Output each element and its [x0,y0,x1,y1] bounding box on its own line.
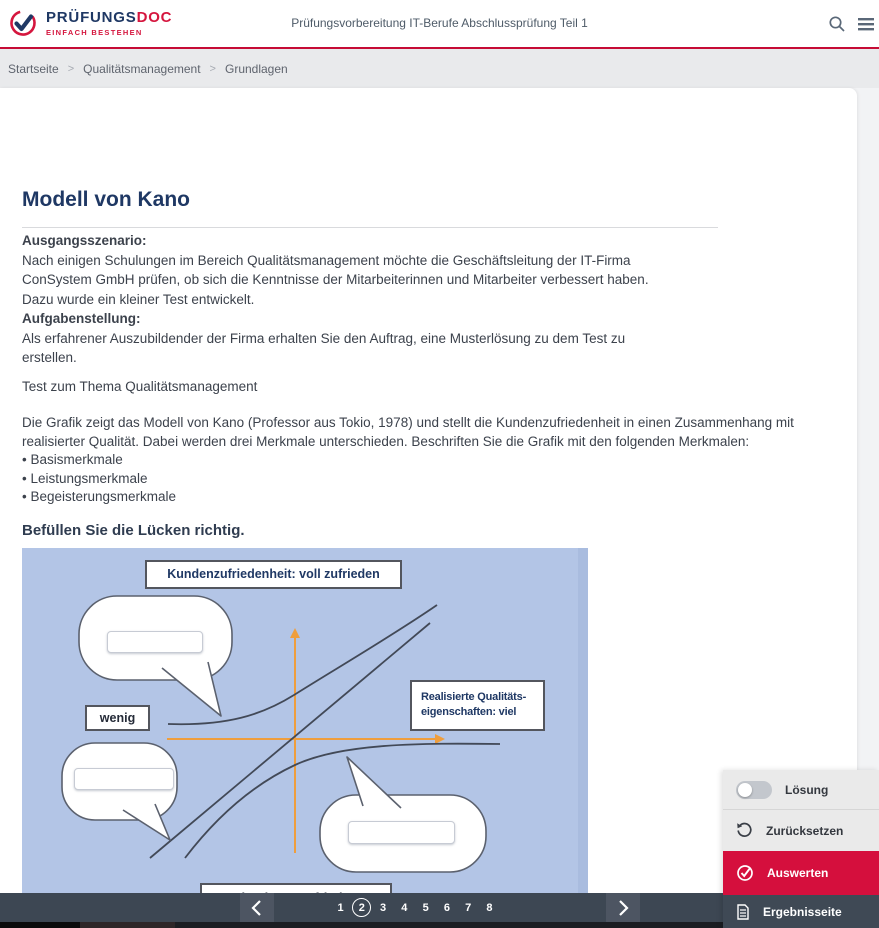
bullet-begeisterungsmerkmale: • Begeisterungsmerkmale [22,489,177,505]
kano-plot-graphic [22,548,588,928]
task-line: Als erfahrener Auszubildender der Firma erhalten Sie den Auftrag, eine Musterlösung zu dem Test zu [22,330,626,346]
task-label: Aufgabenstellung: [22,311,141,326]
test-topic-line: Test zum Thema Qualitätsmanagement [22,379,258,394]
label-realisierte-qualitaet [410,680,545,731]
task-line: erstellen. [22,350,77,365]
search-icon[interactable] [826,13,848,35]
x-axis-arrowhead [435,734,445,744]
document-icon [736,904,750,920]
results-page-button[interactable] [723,895,879,928]
solution-toggle-row[interactable] [723,770,879,810]
previous-page-button[interactable] [240,893,274,922]
graphic-description-text [22,414,794,507]
breadcrumb-band [0,49,879,88]
page-number-7[interactable]: 7 [465,901,472,914]
bottom-strip-segment [0,922,80,928]
breadcrumb-item-grundlagen: Grundlagen [224,61,288,76]
description-line: Die Grafik zeigt das Modell von Kano (Professor aus Tokio, 1978) und stellt die Kundenzufriedenheit in einen Zusammenhang mit [22,415,794,430]
label-realisierte-line2: eigenschaften: viel [421,706,517,718]
reset-label: Zurücksetzen [766,823,844,838]
page-number-1[interactable]: 1 [337,901,344,914]
page-number-8[interactable]: 8 [486,901,493,914]
scenario-label: Ausgangsszenario: [22,233,147,248]
toggle-knob [738,783,752,797]
title-divider [22,227,718,228]
speech-bubble-1 [79,596,232,716]
chevron-left-icon [250,899,264,917]
exercise-heading: Befüllen Sie die Lücken richtig. [22,522,245,539]
undo-icon [736,822,753,839]
action-panel [723,770,879,928]
menu-icon[interactable] [855,13,877,35]
check-circle-icon [736,864,754,882]
label-wenig: wenig [85,705,150,731]
blank-input-1[interactable] [107,631,203,653]
evaluate-label: Auswerten [767,866,829,880]
breadcrumb-item-startseite[interactable]: Startseite [8,61,59,76]
diagram-edge-strip [578,548,588,928]
logo-wordmark: PRÜFUNGSDOC [46,8,173,26]
kano-diagram [22,548,588,928]
evaluate-button[interactable] [723,851,879,895]
page-number-6[interactable]: 6 [443,901,450,914]
reset-button[interactable] [723,810,879,851]
bullet-leistungsmerkmale: • Leistungsmerkmale [22,470,148,486]
breadcrumb-item-qualitaetsmanagement[interactable]: Qualitätsmanagement [83,61,201,76]
scenario-line: ConSystem GmbH prüfen, ob sich die Kenntnisse der Mitarbeiterinnen und Mitarbeiter verbessert haben. [22,272,649,287]
solution-label: Lösung [785,782,829,797]
bullet-basismerkmale: • Basismerkmale [22,452,123,468]
y-axis-arrowhead [290,628,300,638]
scenario-line: Nach einigen Schulungen im Bereich Qualitätsmanagement möchte die Geschäftsleitung der IT-Firma [22,252,631,268]
page-number-3[interactable]: 3 [380,901,387,914]
speech-bubble-3 [320,757,486,872]
next-page-button[interactable] [606,893,640,922]
scenario-text [22,231,649,368]
solution-toggle[interactable] [736,781,772,799]
breadcrumb [8,49,288,88]
page-number-list [331,893,499,922]
page-number-5[interactable]: 5 [422,901,429,914]
header [0,0,879,49]
logo-tagline: EINFACH BESTEHEN [46,27,143,37]
breadcrumb-separator: > [209,62,216,75]
course-title: Prüfungsvorbereitung IT-Berufe Abschlussprüfung Teil 1 [291,16,588,30]
bottom-strip-segment [80,922,175,928]
chevron-right-icon [616,899,630,917]
page-number-4[interactable]: 4 [401,901,408,914]
blank-input-3[interactable] [348,821,455,844]
speech-bubble-2 [62,743,177,840]
blank-input-2[interactable] [74,768,174,790]
scenario-line: Dazu wurde ein kleiner Test entwickelt. [22,291,255,307]
breadcrumb-separator: > [67,62,75,75]
page-number-2-current[interactable]: 2 [352,898,371,917]
results-label: Ergebnisseite [763,904,842,919]
label-kundenzufriedenheit: Kundenzufriedenheit: voll zufrieden [145,560,402,589]
label-realisierte-line1: Realisierte Qualitäts- [421,691,527,703]
description-line: realisierter Qualität. Dabei werden drei Merkmale unterschieden. Beschriften Sie die Grafik mit den folgenden Merkmalen: [22,433,750,449]
page-title: Modell von Kano [22,188,190,211]
